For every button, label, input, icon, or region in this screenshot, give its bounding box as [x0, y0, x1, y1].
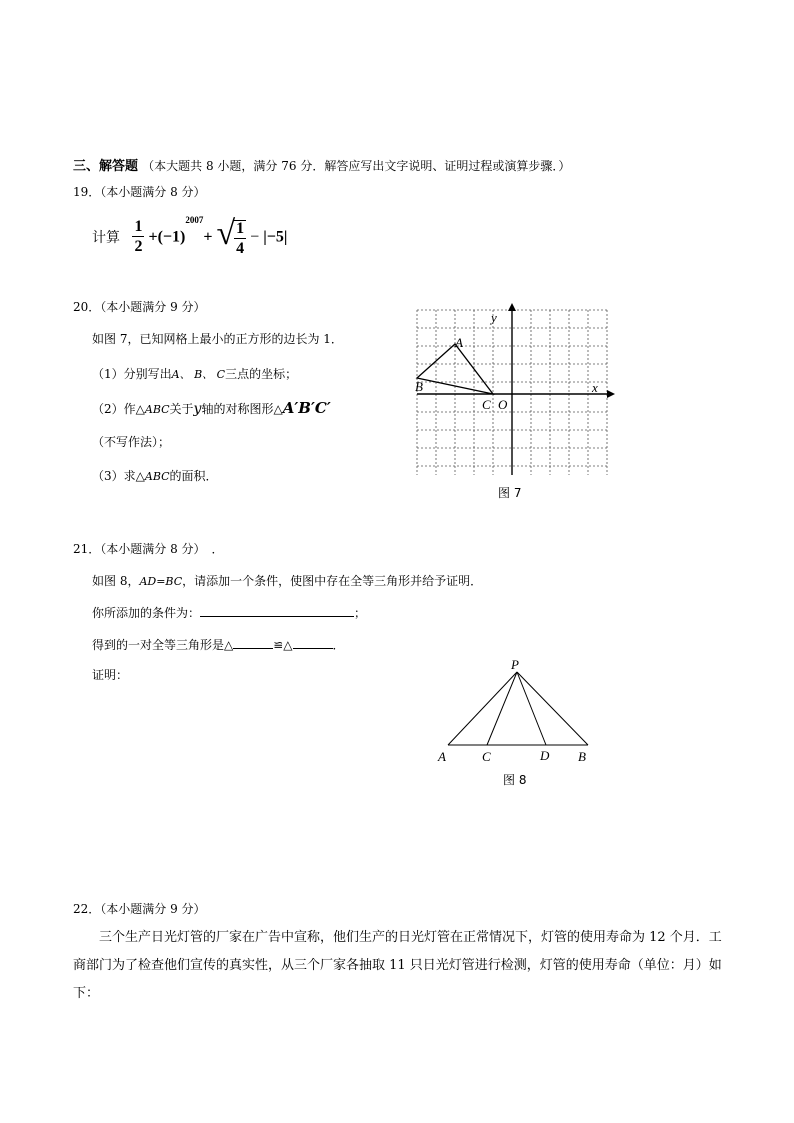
- figure-7-grid: [405, 300, 620, 505]
- label-d-fig8: D: [540, 748, 550, 763]
- figure-7-caption: 图 7: [498, 486, 522, 500]
- q19-plus-2: +: [203, 228, 213, 246]
- figure-8-triangle: [430, 655, 605, 770]
- label-y: y: [491, 310, 497, 325]
- q21-line2: 你所添加的条件为： ；: [92, 606, 367, 620]
- q21-proof-label: 证明：: [92, 668, 129, 682]
- q19-minus: −: [250, 228, 260, 246]
- figure-8-caption: 图 8: [503, 773, 527, 787]
- q20-part2: （2）作△ABC关于y轴的对称图形△A′B′C′: [92, 399, 331, 417]
- label-c: C: [482, 397, 491, 412]
- answer-blank-triangle-1[interactable]: [233, 636, 273, 649]
- section-heading: 三、解答题: [73, 159, 139, 174]
- q20-line1: 如图 7，已知网格上最小的正方形的边长为 1．: [92, 332, 343, 346]
- segment-pa: [448, 672, 517, 745]
- q20-part2-note: （不写作法）；: [92, 435, 171, 449]
- segment-pd: [517, 672, 546, 745]
- q19-power-base: (−1): [157, 228, 186, 246]
- y-axis-arrow: [508, 303, 516, 311]
- q19-sqrt: √ $\frac{1}{4}$: [216, 215, 245, 258]
- q21-line1: 如图 8，AD=BC，请添加一个条件，使图中存在全等三角形并给予证明．: [92, 574, 483, 588]
- q22-paragraph: 三个生产日光灯管的厂家在广告中宣称，他们生产的日光灯管在正常情况下，灯管的使用寿命为 12 个月．工商部门为了检查他们宣传的真实性，从三个厂家各抽取 11 只日光灯管进行检测，灯管的使用寿命（单位：月）如下：: [73, 930, 722, 1001]
- q19-fraction: $\frac{1}{2}$: [134, 218, 143, 256]
- section-note: （本大题共 8 小题，满分 76 分．解答应写出文字说明、证明过程或演算步骤．）: [142, 159, 571, 173]
- label-b-fig8: B: [578, 749, 586, 764]
- q20-part1: （1）分别写出A、 B、 C三点的坐标；: [92, 367, 298, 381]
- q20-header: 20．（本小题满分 9 分）: [73, 300, 206, 314]
- q20-part3: （3）求△ABC的面积．: [92, 469, 218, 483]
- q22-header: 22．（本小题满分 9 分）: [73, 902, 206, 916]
- q21-line3: 得到的一对全等三角形是△ ≌△ ．: [92, 638, 345, 652]
- q19-header: 19．（本小题满分 8 分）: [73, 185, 206, 199]
- label-a: A: [455, 335, 463, 350]
- label-p: P: [511, 657, 519, 672]
- q19-plus-1: +: [148, 228, 158, 246]
- label-b: B: [415, 379, 423, 394]
- label-o: O: [498, 397, 508, 412]
- x-axis-arrow: [607, 390, 615, 398]
- answer-blank-condition[interactable]: [200, 604, 354, 617]
- label-x: x: [592, 380, 598, 395]
- q19-power-exp: 2007: [185, 215, 204, 225]
- label-c-fig8: C: [482, 749, 491, 764]
- segment-pc: [487, 672, 517, 745]
- q19-expression: [92, 215, 287, 257]
- label-a-fig8: A: [438, 749, 446, 764]
- segment-pb: [517, 672, 588, 745]
- q21-header: 21．（本小题满分 8 分） ．: [73, 542, 224, 556]
- answer-blank-triangle-2[interactable]: [293, 636, 333, 649]
- q19-prefix: 计算: [92, 230, 120, 246]
- q19-abs: |−5|: [263, 228, 288, 246]
- section-heading-line: [73, 155, 570, 174]
